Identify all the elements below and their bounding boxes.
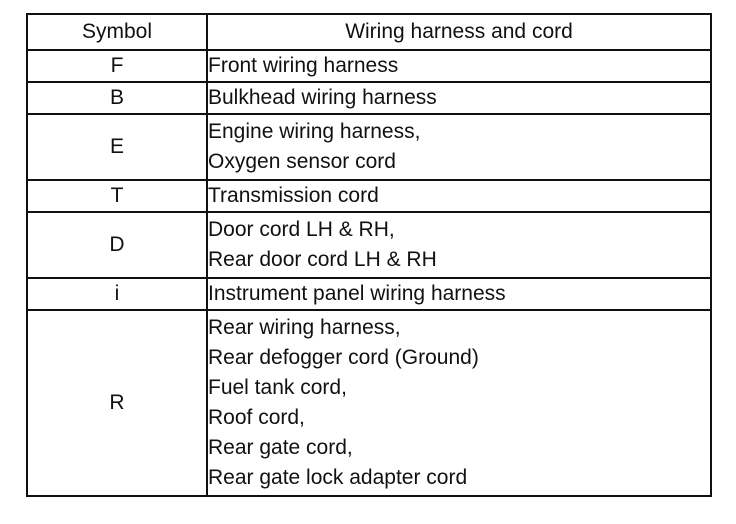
description-line: Fuel tank cord, bbox=[208, 376, 347, 399]
description-line: Bulkhead wiring harness bbox=[208, 86, 437, 109]
symbol-column-header: Symbol bbox=[27, 14, 207, 50]
description-line: Transmission cord bbox=[208, 184, 379, 207]
symbol-cell: E bbox=[27, 114, 207, 180]
description-cell bbox=[207, 82, 711, 114]
table-row bbox=[27, 50, 711, 82]
description-line: Oxygen sensor cord bbox=[208, 150, 396, 173]
table-row bbox=[27, 212, 711, 278]
symbol-cell: R bbox=[27, 310, 207, 496]
description-column-header: Wiring harness and cord bbox=[207, 14, 711, 50]
description-line: Front wiring harness bbox=[208, 54, 399, 77]
symbol-cell: F bbox=[27, 50, 207, 82]
symbol-cell: i bbox=[27, 278, 207, 310]
description-line: Door cord LH & RH, bbox=[208, 218, 395, 241]
description-cell bbox=[207, 180, 711, 212]
description-cell bbox=[207, 50, 711, 82]
symbol-cell: T bbox=[27, 180, 207, 212]
description-cell bbox=[207, 310, 711, 496]
description-line: Rear gate cord, bbox=[208, 436, 353, 459]
description-line: Rear door cord LH & RH bbox=[208, 248, 437, 271]
table-row bbox=[27, 310, 711, 496]
table-row bbox=[27, 114, 711, 180]
description-line: Engine wiring harness, bbox=[208, 120, 421, 143]
symbol-cell: B bbox=[27, 82, 207, 114]
description-line: Rear defogger cord (Ground) bbox=[208, 346, 479, 369]
wiring-harness-table bbox=[26, 13, 712, 497]
description-cell bbox=[207, 278, 711, 310]
description-cell bbox=[207, 212, 711, 278]
table-row bbox=[27, 180, 711, 212]
table-row bbox=[27, 82, 711, 114]
header-row bbox=[27, 14, 711, 50]
description-cell bbox=[207, 114, 711, 180]
table-row bbox=[27, 278, 711, 310]
description-line: Roof cord, bbox=[208, 406, 305, 429]
description-line: Rear wiring harness, bbox=[208, 316, 401, 339]
description-line: Rear gate lock adapter cord bbox=[208, 466, 468, 489]
symbol-cell: D bbox=[27, 212, 207, 278]
description-line: Instrument panel wiring harness bbox=[208, 282, 506, 305]
